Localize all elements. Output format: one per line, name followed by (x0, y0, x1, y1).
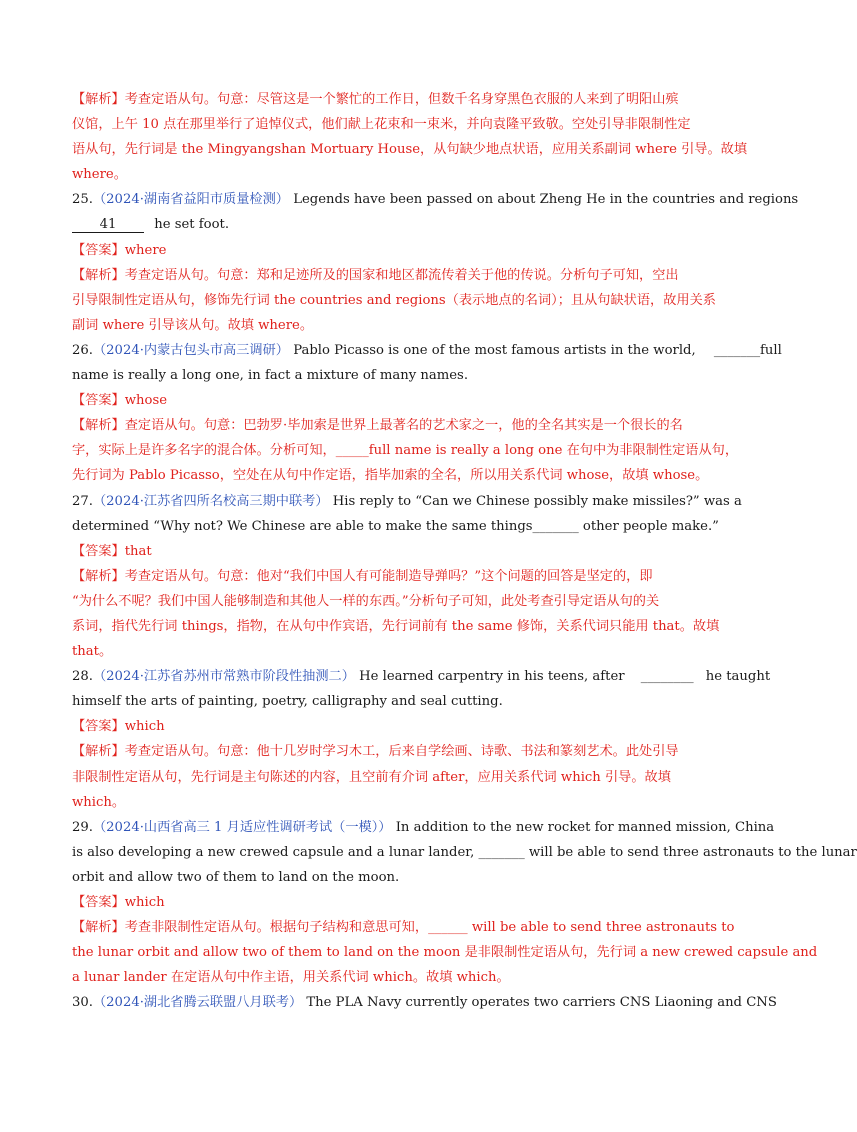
question-number: 25. (72, 192, 93, 208)
answer-line: 【答案】whose (72, 393, 168, 409)
analysis-line: that。 (72, 644, 113, 660)
question-source: （2024·湖南省益阳市质量检测） (92, 192, 289, 208)
answer-line: 【答案】which (72, 719, 165, 735)
answer-blank: _______ (532, 518, 579, 534)
analysis-line (72, 438, 739, 463)
question-stem: he taught (705, 669, 771, 685)
analysis-line: 先行词为 Pablo Picasso，空处在从句中作定语，指毕加索的全名，所以用关系代词 whose，故填 whose。 (72, 468, 709, 484)
question-stem: himself the arts of painting, poetry, calligraphy and seal cutting. (72, 694, 503, 710)
question-26-line-1 (72, 338, 782, 363)
analysis-line: a lunar lander 在定语从句中作主语，用关系代词 which。故填 which。 (72, 970, 510, 986)
question-stem: is also developing a new crewed capsule and a lunar lander, (72, 844, 475, 860)
analysis-line: 语从句，先行词是 the Mingyangshan Mortuary House，从句缺少地点状语，应用关系副词 where 引导。故填 (72, 142, 748, 158)
question-stem: determined “Why not? We Chinese are able to make the same things (72, 518, 533, 534)
question-number: 26. (72, 342, 93, 358)
analysis-line: 非限制性定语从句，先行词是主句陈述的内容，且空前有介词 after，应用关系代词 which 引导。故填 (72, 769, 671, 785)
analysis-line: 【解析】考查定语从句。句意：他对“我们中国人有可能制造导弹吗？”这个问题的回答是坚定的，即 (72, 568, 653, 584)
answer-line: 【答案】where (72, 242, 167, 258)
question-27-line-2 (72, 514, 728, 539)
analysis-line: 引导限制性定语从句，修饰先行词 the countries and regions（表示地点的名词）；且从句缺状语，故用关系 (72, 292, 716, 308)
analysis-line: 【解析】考查定语从句。句意：他十几岁时学习木工，后来自学绘画、诗歌、书法和篆刻艺术。此处引导 (72, 744, 679, 760)
analysis-line: 副词 where 引导该从句。故填 where。 (72, 317, 314, 333)
analysis-line: where。 (72, 167, 127, 183)
answer-line: 【答案】which (72, 895, 165, 910)
question-number: 27. (72, 493, 93, 509)
question-28-line-1 (72, 664, 771, 689)
answer-blank: _______ (713, 342, 761, 358)
question-source: （2024·湖北省腾云联盟八月联考） (92, 995, 303, 1011)
question-stem: name is really a long one, in fact a mixture of many names. (72, 368, 469, 384)
question-25-line-1 (72, 187, 799, 212)
question-stem: full (760, 342, 782, 358)
question-number: 30. (72, 995, 93, 1011)
analysis-text: 字，实际上是许多名字的混合体。分析可知， (72, 443, 336, 459)
question-number: 29. (72, 819, 93, 835)
analysis-line: 系词，指代先行词 things，指物，在从句中作宾语，先行词前有 the same 修饰，关系代词只能用 that。故填 (72, 618, 720, 634)
analysis-line: which。 (72, 794, 126, 810)
question-stem: In addition to the new rocket for manned mission, China (395, 819, 775, 835)
analysis-text: ______ (428, 920, 468, 936)
answer-blank: ________ (640, 669, 694, 685)
question-stem: orbit and allow two of them to land on the moon. (72, 869, 400, 885)
worksheet-page (72, 87, 857, 1015)
question-source: （2024·山西省高三 1 月适应性调研考试（一模）） (92, 819, 392, 835)
question-27-line-1 (72, 489, 742, 514)
question-stem: other people make.” (582, 518, 719, 534)
question-25-line-2 (72, 212, 728, 237)
analysis-line: 仪馆，上午 10 点在那里举行了追悼仪式，他们献上花束和一束米，并向袁隆平致敬。空处引导非限制性定 (72, 117, 691, 133)
question-number: 28. (72, 669, 93, 685)
question-source: （2024·内蒙古包头市高三调研） (92, 342, 289, 358)
answer-blank: _______ (478, 844, 525, 860)
question-29-line-2 (72, 840, 857, 865)
analysis-text: 【解析】考查非限制性定语从句。根据句子结构和意思可知， (72, 920, 429, 936)
question-stem: The PLA Navy currently operates two carriers CNS Liaoning and CNS (306, 995, 777, 1011)
question-stem: he set foot. (154, 217, 230, 233)
analysis-line: 【解析】考查定语从句。句意：郑和足迹所及的国家和地区都流传着关于他的传说。分析句子可知，空出 (72, 267, 679, 283)
answer-blank: 41 (72, 217, 144, 233)
analysis-line: the lunar orbit and allow two of them to land on the moon 是非限制性定语从句，先行词 a new crewed capsule and (72, 945, 818, 961)
analysis-line: “为什么不呢？我们中国人能够制造和其他人一样的东西。”分析句子可知，此处考查引导定语从句的关 (72, 593, 660, 609)
answer-line: 【答案】that (72, 543, 152, 559)
question-stem: Legends have been passed on about Zheng He in the countries and regions (293, 192, 799, 208)
analysis-text: _____full name is really a long one 在句中为非限制性定语从句， (335, 443, 739, 459)
analysis-line: 【解析】查定语从句。句意：巴勃罗·毕加索是世界上最著名的艺术家之一，他的全名其实是一个很长的名 (72, 418, 683, 434)
question-source: （2024·江苏省四所名校高三期中联考） (92, 493, 329, 509)
analysis-line (72, 915, 735, 940)
question-29-line-1 (72, 815, 775, 840)
analysis-line: 【解析】考查定语从句。句意：尽管这是一个繁忙的工作日，但数千名身穿黑色衣服的人来到了明阳山殡 (72, 92, 679, 107)
question-stem: will be able to send three astronauts to the lunar (528, 844, 857, 860)
question-stem: His reply to “Can we Chinese possibly make missiles?” was a (332, 493, 742, 509)
question-stem: Pablo Picasso is one of the most famous artists in the world, (293, 342, 696, 358)
question-30-line-1 (72, 990, 777, 1015)
analysis-text: will be able to send three astronauts to (471, 920, 735, 936)
question-stem: He learned carpentry in his teens, after (359, 669, 625, 685)
question-source: （2024·江苏省苏州市常熟市阶段性抽测二） (92, 669, 355, 685)
